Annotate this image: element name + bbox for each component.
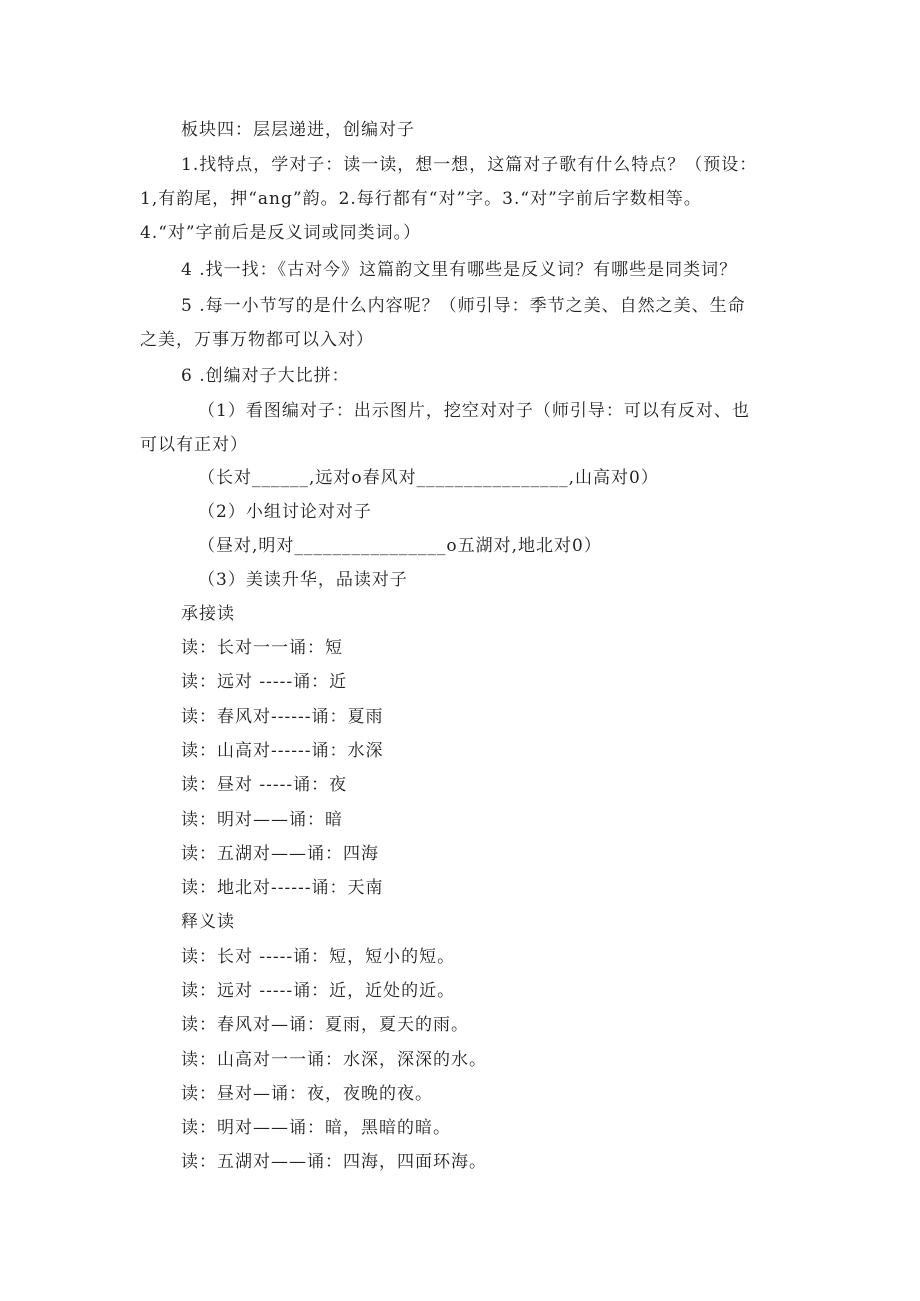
section-a-line: 读：山高对------诵：水深	[181, 741, 384, 761]
item-1-line-1: 1.找特点，学对子：读一读，想一想，这篇对子歌有什么特点？（预设：	[181, 155, 758, 175]
section-a-line: 读：明对——诵：暗	[181, 810, 343, 830]
sub-2-fill-blanks: （昼对,明对________________o五湖对,地北对0）	[198, 536, 602, 556]
section-b-line: 读：远对 -----诵：近，近处的近。	[181, 981, 456, 1001]
sub-1-line-1: （1）看图编对子：出示图片，挖空对对子（师引导：可以有反对、也	[198, 401, 750, 421]
item-5-line-1: 5 .每一小节写的是什么内容呢？（师引导：季节之美、自然之美、生命	[181, 296, 746, 316]
section-b-line: 读：明对——诵：暗，黑暗的暗。	[181, 1118, 451, 1138]
section-a-line: 读：远对 -----诵：近	[181, 672, 348, 692]
section-heading: 板块四：层层递进，创编对子	[181, 120, 415, 140]
section-a-line: 读：春风对------诵：夏雨	[181, 707, 384, 727]
section-b-title: 释义读	[181, 912, 235, 932]
item-5-line-2: 之美，万事万物都可以入对）	[140, 330, 374, 350]
item-1-line-3: 4.“对”字前后是反义词或同类词。）	[140, 223, 422, 243]
item-6: 6 .创编对子大比拼：	[181, 366, 350, 386]
sub-3-title: （3）美读升华，品读对子	[198, 570, 408, 590]
section-a-line: 读：地北对------诵：天南	[181, 878, 384, 898]
section-a-line: 读：长对一一诵：短	[181, 638, 343, 658]
section-a-line: 读：五湖对——诵：四海	[181, 844, 379, 864]
sub-1-fill-blanks: （长对______,远对o春风对________________,山高对0）	[198, 468, 659, 488]
section-b-line: 读：长对 -----诵：短，短小的短。	[181, 947, 456, 967]
item-4: 4 .找一找：《古对今》这篇韵文里有哪些是反义词？有哪些是同类词？	[181, 260, 738, 280]
section-b-line: 读：春风对—诵：夏雨，夏天的雨。	[181, 1015, 469, 1035]
sub-2-title: （2）小组讨论对对子	[198, 502, 372, 522]
section-b-line: 读：五湖对——诵：四海，四面环海。	[181, 1152, 487, 1172]
section-b-line: 读：山高对一一诵：水深，深深的水。	[181, 1050, 487, 1070]
section-b-line: 读：昼对—诵：夜，夜晚的夜。	[181, 1084, 433, 1104]
sub-1-line-2: 可以有正对）	[140, 435, 248, 455]
section-a-line: 读：昼对 -----诵：夜	[181, 775, 348, 795]
item-1-line-2: 1,有韵尾，押“ang”韵。2.每行都有“对”字。3.“对”字前后字数相等。	[140, 189, 702, 209]
section-a-title: 承接读	[181, 604, 235, 624]
